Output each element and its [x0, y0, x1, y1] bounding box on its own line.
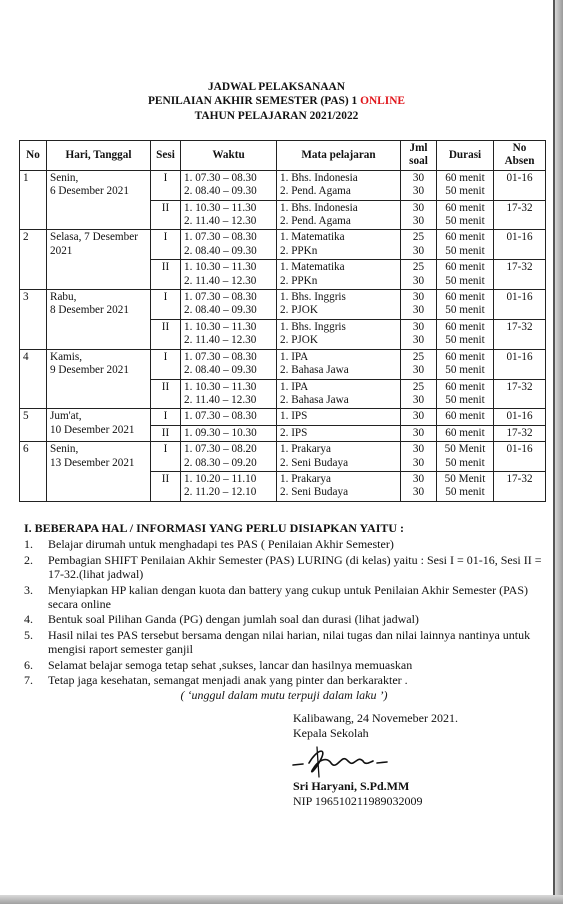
signature-role: Kepala Sekolah [293, 726, 369, 740]
duration-value: 60 menit [445, 410, 485, 423]
absen-range: 17-32 [494, 471, 546, 501]
info-item [24, 658, 544, 672]
subject-name: 1. Bhs. Inggris [280, 320, 346, 333]
subject-name: 1. Bhs. Indonesia [280, 171, 358, 184]
question-count [401, 349, 437, 379]
session-subjects [277, 200, 401, 230]
schedule-table-body [20, 170, 546, 501]
day-date-line: Selasa, 7 Desember [50, 231, 138, 244]
absen-range: 01-16 [494, 230, 546, 260]
day-date [47, 230, 151, 290]
question-count [401, 442, 437, 472]
col-jml-soal-header: Jml soal [401, 141, 437, 171]
duration [437, 290, 494, 320]
question-count [401, 425, 437, 441]
session-subjects [277, 290, 401, 320]
day-number: 1 [20, 170, 47, 230]
question-count-value: 25 [412, 380, 425, 393]
duration [437, 425, 494, 441]
absen-range: 17-32 [494, 260, 546, 290]
question-count-value: 25 [412, 231, 425, 244]
absen-range: 01-16 [494, 170, 546, 200]
table-row [20, 442, 546, 472]
duration [437, 170, 494, 200]
subject-name: 1. IPA [280, 380, 309, 393]
subject-name: 2. PJOK [280, 334, 318, 347]
time-slot: 1. 10.30 – 11.30 [184, 320, 257, 333]
question-count-value: 30 [412, 393, 425, 406]
question-count [401, 170, 437, 200]
info-item-number: 5. [24, 627, 33, 642]
question-count [401, 319, 437, 349]
time-slot: 1. 07.30 – 08.30 [184, 350, 257, 363]
info-item [24, 628, 544, 657]
session-times [181, 471, 277, 501]
info-item-text: Bentuk soal Pilihan Ganda (PG) dengan jumlah soal dan durasi (lihat jadwal) [48, 612, 419, 627]
time-slot: 2. 08.40 – 09.30 [184, 185, 257, 198]
subject-name: 2. IPS [280, 426, 308, 439]
session-label: II [151, 425, 181, 441]
session-times [181, 230, 277, 260]
info-item-number: 7. [24, 673, 33, 688]
session-label: I [151, 349, 181, 379]
session-times [181, 379, 277, 409]
day-number: 5 [20, 409, 47, 442]
time-slot: 2. 11.40 – 12.30 [184, 274, 257, 287]
day-date-line: Jum'at, [50, 410, 82, 423]
duration-value: 50 Menit [444, 443, 486, 456]
info-item-number: 3. [24, 582, 33, 597]
info-heading: I. BEBERAPA HAL / INFORMASI YANG PERLU DISIAPKAN YAITU : [24, 521, 405, 535]
duration-value: 50 menit [445, 393, 485, 406]
subject-name: 1. Bhs. Indonesia [280, 201, 358, 214]
day-number: 2 [20, 230, 47, 290]
subject-name: 2. Seni Budaya [280, 456, 349, 469]
subject-name: 2. PJOK [280, 304, 318, 317]
question-count-value: 30 [412, 410, 425, 423]
duration-value: 50 menit [445, 456, 485, 469]
info-item-text: Pembagian SHIFT Penilaian Akhir Semester (PAS) LURING (di kelas) yaitu : Sesi I = 01-16, Sesi II = 17-32.(lihat jadwal) [48, 552, 542, 582]
info-item-number: 6. [24, 657, 33, 672]
title-line-2-main: PENILAIAN AKHIR SEMESTER (PAS) 1 [147, 95, 358, 108]
question-count-value: 30 [412, 364, 425, 377]
title-line-3: TAHUN PELAJARAN 2021/2022 [194, 109, 359, 122]
info-item-number: 1. [24, 537, 33, 552]
info-list [24, 537, 544, 687]
session-label: II [151, 319, 181, 349]
duration-value: 60 menit [445, 171, 485, 184]
question-count [401, 260, 437, 290]
col-durasi-header: Durasi [437, 141, 494, 171]
session-times [181, 319, 277, 349]
info-item [24, 673, 544, 687]
day-date-line: Senin, [50, 171, 79, 184]
session-times [181, 260, 277, 290]
duration [437, 260, 494, 290]
table-row [20, 170, 546, 200]
info-section [24, 521, 544, 703]
session-label: II [151, 379, 181, 409]
duration-value: 50 menit [445, 215, 485, 228]
school-motto: ( ‘unggul dalam mutu terpuji dalam laku ’) [180, 688, 388, 703]
subject-name: 2. Pend. Agama [280, 215, 351, 228]
duration-value: 60 menit [445, 291, 485, 304]
title-line-1: JADWAL PELAKSANAAN [207, 81, 346, 93]
session-subjects [277, 319, 401, 349]
session-label: I [151, 230, 181, 260]
duration [437, 471, 494, 501]
time-slot: 1. 07.30 – 08.30 [184, 291, 257, 304]
time-slot: 1. 10.20 – 11.10 [184, 472, 257, 485]
question-count [401, 409, 437, 425]
signature-place-date: Kalibawang, 24 Novemeber 2021. [293, 711, 458, 725]
duration-value: 50 menit [445, 364, 485, 377]
session-subjects [277, 442, 401, 472]
subject-name: 1. Matematika [280, 261, 345, 274]
session-times [181, 409, 277, 425]
subject-name: 2. Bahasa Jawa [280, 364, 349, 377]
duration-value: 50 Menit [444, 472, 486, 485]
page-edge-right [553, 0, 563, 904]
time-slot: 2. 08.30 – 09.20 [184, 456, 257, 469]
time-slot: 2. 11.40 – 12.30 [184, 393, 257, 406]
schedule-table-head [20, 141, 546, 171]
day-date-line: Senin, [50, 443, 79, 456]
question-count [401, 471, 437, 501]
session-times [181, 200, 277, 230]
question-count-value: 30 [412, 426, 425, 439]
day-date-line: 9 Desember 2021 [50, 364, 129, 377]
time-slot: 1. 10.30 – 11.30 [184, 201, 257, 214]
day-number: 4 [20, 349, 47, 409]
subject-name: 1. IPS [280, 410, 308, 423]
duration [437, 200, 494, 230]
time-slot: 1. 10.30 – 11.30 [184, 380, 257, 393]
session-subjects [277, 379, 401, 409]
table-row [20, 230, 546, 260]
duration-value: 50 menit [445, 486, 485, 499]
question-count-value: 30 [412, 291, 425, 304]
col-hari-tanggal-header: Hari, Tanggal [47, 141, 151, 171]
question-count-value: 30 [412, 201, 425, 214]
table-row [20, 349, 546, 379]
document-title [0, 80, 553, 123]
question-count-value: 25 [412, 261, 425, 274]
col-mata-pelajaran-header: Mata pelajaran [277, 141, 401, 171]
absen-range: 01-16 [494, 409, 546, 425]
question-count-value: 30 [412, 171, 425, 184]
handwritten-signature [287, 743, 407, 779]
subject-name: 1. Bhs. Inggris [280, 291, 346, 304]
time-slot: 2. 11.20 – 12.10 [184, 486, 257, 499]
duration [437, 442, 494, 472]
time-slot: 2. 08.40 – 09.30 [184, 364, 257, 377]
page-edge-bottom [0, 895, 563, 904]
subject-name: 1. IPA [280, 350, 309, 363]
question-count-value: 30 [412, 334, 425, 347]
session-times [181, 425, 277, 441]
question-count-value: 30 [412, 443, 425, 456]
signature-block [293, 711, 458, 809]
question-count-value: 30 [412, 185, 425, 198]
question-count [401, 290, 437, 320]
day-date [47, 409, 151, 442]
info-item-text: Selamat belajar semoga tetap sehat ,sukses, lancar dan hasilnya memuaskan [48, 657, 413, 672]
day-date [47, 442, 151, 502]
session-subjects [277, 471, 401, 501]
time-slot: 1. 09.30 – 10.30 [184, 426, 257, 439]
day-date [47, 170, 151, 230]
table-header-row [20, 141, 546, 171]
day-date-line: 6 Desember 2021 [50, 185, 129, 198]
duration-value: 60 menit [445, 320, 485, 333]
time-slot: 1. 07.30 – 08.30 [184, 231, 257, 244]
day-date-line: Kamis, [50, 350, 83, 363]
title-line-2-accent: ONLINE [360, 95, 406, 108]
table-row [20, 409, 546, 425]
session-label: II [151, 200, 181, 230]
day-date-line: 13 Desember 2021 [50, 456, 135, 469]
session-subjects [277, 230, 401, 260]
duration [437, 409, 494, 425]
duration-value: 50 menit [445, 185, 485, 198]
session-label: II [151, 260, 181, 290]
duration [437, 319, 494, 349]
duration-value: 60 menit [445, 231, 485, 244]
session-label: I [151, 290, 181, 320]
info-item-text: Tetap jaga kesehatan, semangat menjadi anak yang pinter dan berkarakter . [48, 673, 408, 688]
day-date-line: 2021 [50, 244, 73, 257]
duration-value: 50 menit [445, 334, 485, 347]
col-no-header: No [20, 141, 47, 171]
day-number: 6 [20, 442, 47, 502]
session-label: I [151, 409, 181, 425]
info-item [24, 537, 544, 551]
day-date [47, 290, 151, 350]
time-slot: 2. 08.40 – 09.30 [184, 304, 257, 317]
info-item [24, 553, 544, 582]
info-item [24, 612, 544, 626]
question-count-value: 30 [412, 215, 425, 228]
signature-name: Sri Haryani, S.Pd.MM [293, 779, 410, 793]
duration-value: 60 menit [445, 201, 485, 214]
session-times [181, 349, 277, 379]
duration-value: 60 menit [445, 350, 485, 363]
absen-range: 17-32 [494, 319, 546, 349]
info-item-text: Hasil nilai tes PAS tersebut bersama dengan nilai harian, nilai tugas dan nilai lainnya nantinya untuk mengisi raport semester ganjil [48, 627, 531, 657]
question-count [401, 200, 437, 230]
duration [437, 349, 494, 379]
col-no-absen-header: No Absen [494, 141, 546, 171]
time-slot: 1. 07.30 – 08.30 [184, 410, 257, 423]
question-count [401, 230, 437, 260]
day-date-line: 8 Desember 2021 [50, 304, 129, 317]
session-subjects [277, 170, 401, 200]
duration-value: 50 menit [445, 304, 485, 317]
absen-range: 17-32 [494, 379, 546, 409]
info-item-number: 4. [24, 612, 33, 627]
subject-name: 1. Prakarya [280, 472, 331, 485]
question-count-value: 30 [412, 456, 425, 469]
time-slot: 2. 11.40 – 12.30 [184, 215, 257, 228]
session-subjects [277, 425, 401, 441]
session-label: II [151, 471, 181, 501]
table-row [20, 290, 546, 320]
duration-value: 60 menit [445, 261, 485, 274]
question-count-value: 25 [412, 350, 425, 363]
duration-value: 50 menit [445, 244, 485, 257]
absen-range: 17-32 [494, 425, 546, 441]
time-slot: 1. 07.30 – 08.20 [184, 443, 257, 456]
info-item-text: Belajar dirumah untuk menghadapi tes PAS ( Penilaian Akhir Semester) [48, 537, 394, 552]
duration-value: 60 menit [445, 426, 485, 439]
subject-name: 1. Prakarya [280, 443, 331, 456]
duration-value: 50 menit [445, 274, 485, 287]
day-date-line: 10 Desember 2021 [50, 423, 135, 436]
absen-range: 01-16 [494, 442, 546, 472]
time-slot: 2. 08.40 – 09.30 [184, 244, 257, 257]
question-count-value: 30 [412, 320, 425, 333]
time-slot: 1. 07.30 – 08.30 [184, 171, 257, 184]
subject-name: 2. Seni Budaya [280, 486, 349, 499]
session-subjects [277, 409, 401, 425]
info-item-number: 2. [24, 552, 33, 567]
day-date [47, 349, 151, 409]
question-count-value: 30 [412, 274, 425, 287]
session-times [181, 290, 277, 320]
question-count-value: 30 [412, 304, 425, 317]
question-count-value: 30 [412, 472, 425, 485]
absen-range: 17-32 [494, 200, 546, 230]
info-item-text: Menyiapkan HP kalian dengan kuota dan battery yang cukup untuk Penilaian Akhir Semester (PAS) secara online [48, 582, 529, 612]
duration-value: 60 menit [445, 380, 485, 393]
duration [437, 230, 494, 260]
question-count-value: 30 [412, 244, 425, 257]
subject-name: 2. Pend. Agama [280, 185, 351, 198]
signature-nip: NIP 196510211989032009 [293, 794, 423, 808]
time-slot: 1. 10.30 – 11.30 [184, 261, 257, 274]
subject-name: 2. PPKn [280, 244, 318, 257]
session-label: I [151, 442, 181, 472]
day-date-line: Rabu, [50, 291, 77, 304]
absen-range: 01-16 [494, 349, 546, 379]
title-line-2 [0, 94, 553, 108]
session-times [181, 442, 277, 472]
info-item [24, 583, 544, 612]
schedule-table [19, 140, 546, 502]
session-subjects [277, 349, 401, 379]
question-count [401, 379, 437, 409]
session-subjects [277, 260, 401, 290]
question-count-value: 30 [412, 486, 425, 499]
subject-name: 2. PPKn [280, 274, 318, 287]
subject-name: 2. Bahasa Jawa [280, 393, 349, 406]
day-number: 3 [20, 290, 47, 350]
session-times [181, 170, 277, 200]
col-waktu-header: Waktu [181, 141, 277, 171]
session-label: I [151, 170, 181, 200]
subject-name: 1. Matematika [280, 231, 345, 244]
time-slot: 2. 11.40 – 12.30 [184, 334, 257, 347]
duration [437, 379, 494, 409]
absen-range: 01-16 [494, 290, 546, 320]
col-sesi-header: Sesi [151, 141, 181, 171]
